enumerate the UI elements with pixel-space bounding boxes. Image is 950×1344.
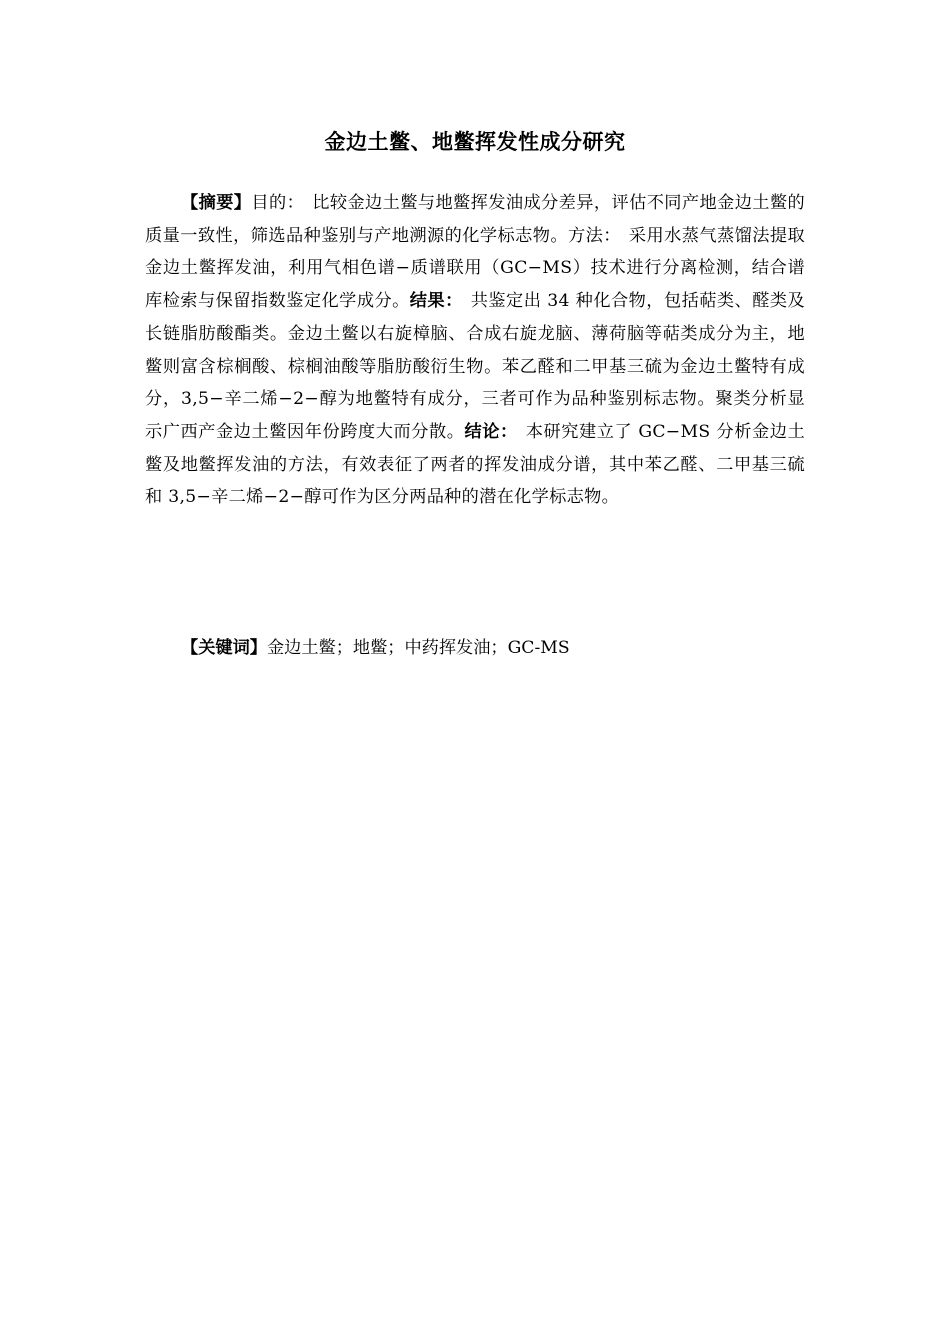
abstract-label: 【摘要】: [181, 193, 252, 213]
objective-label: 目的：: [251, 193, 305, 213]
results-text: 共鉴定出 34 种化合物，包括萜类、醛类及长链脂肪酸酯类。金边土鳖以右旋樟脑、合成右旋龙脑、薄荷脑等萜类成分为主，地鳖则富含棕榈酸、棕榈油酸等脂肪酸衍生物。苯乙醛和二甲基三硫为金边土鳖特有成分，3,5−辛二烯−2−醇为地鳖特有成分，三者可作为品种鉴别标志物。聚类分析显示广西产金边土鳖因年份跨度大而分散。: [145, 291, 805, 442]
methods-text: 采用水蒸气蒸馏法提取金边土鳖挥发油，利用气相色谱−质谱联用（GC−MS）技术进行分离检测，结合谱库检索与保留指数鉴定化学成分。: [145, 225, 805, 312]
results-label: 结果：: [409, 291, 463, 312]
document-title: 金边土鳖、地鳖挥发性成分研究: [324, 130, 626, 154]
keywords-label: 【关键词】: [181, 638, 267, 658]
conclusion-label: 结论：: [464, 421, 518, 442]
keywords-text: 金边土鳖；地鳖；中药挥发油；GC‑MS: [266, 638, 570, 658]
methods-label: 方法：: [568, 225, 621, 246]
keywords-line: [145, 632, 805, 664]
conclusion-text: 本研究建立了 GC−MS 分析金边土鳖及地鳖挥发油的方法，有效表征了两者的挥发油成分谱，其中苯乙醛、二甲基三硫和 3,5−辛二烯−2−醇可作为区分两品种的潜在化学标志物。: [145, 421, 806, 508]
objective-text: 比较金边土鳖与地鳖挥发油成分差异，评估不同产地金边土鳖的质量一致性，筛选品种鉴别与产地溯源的化学标志物。: [145, 193, 806, 246]
abstract-paragraph: [145, 187, 805, 514]
